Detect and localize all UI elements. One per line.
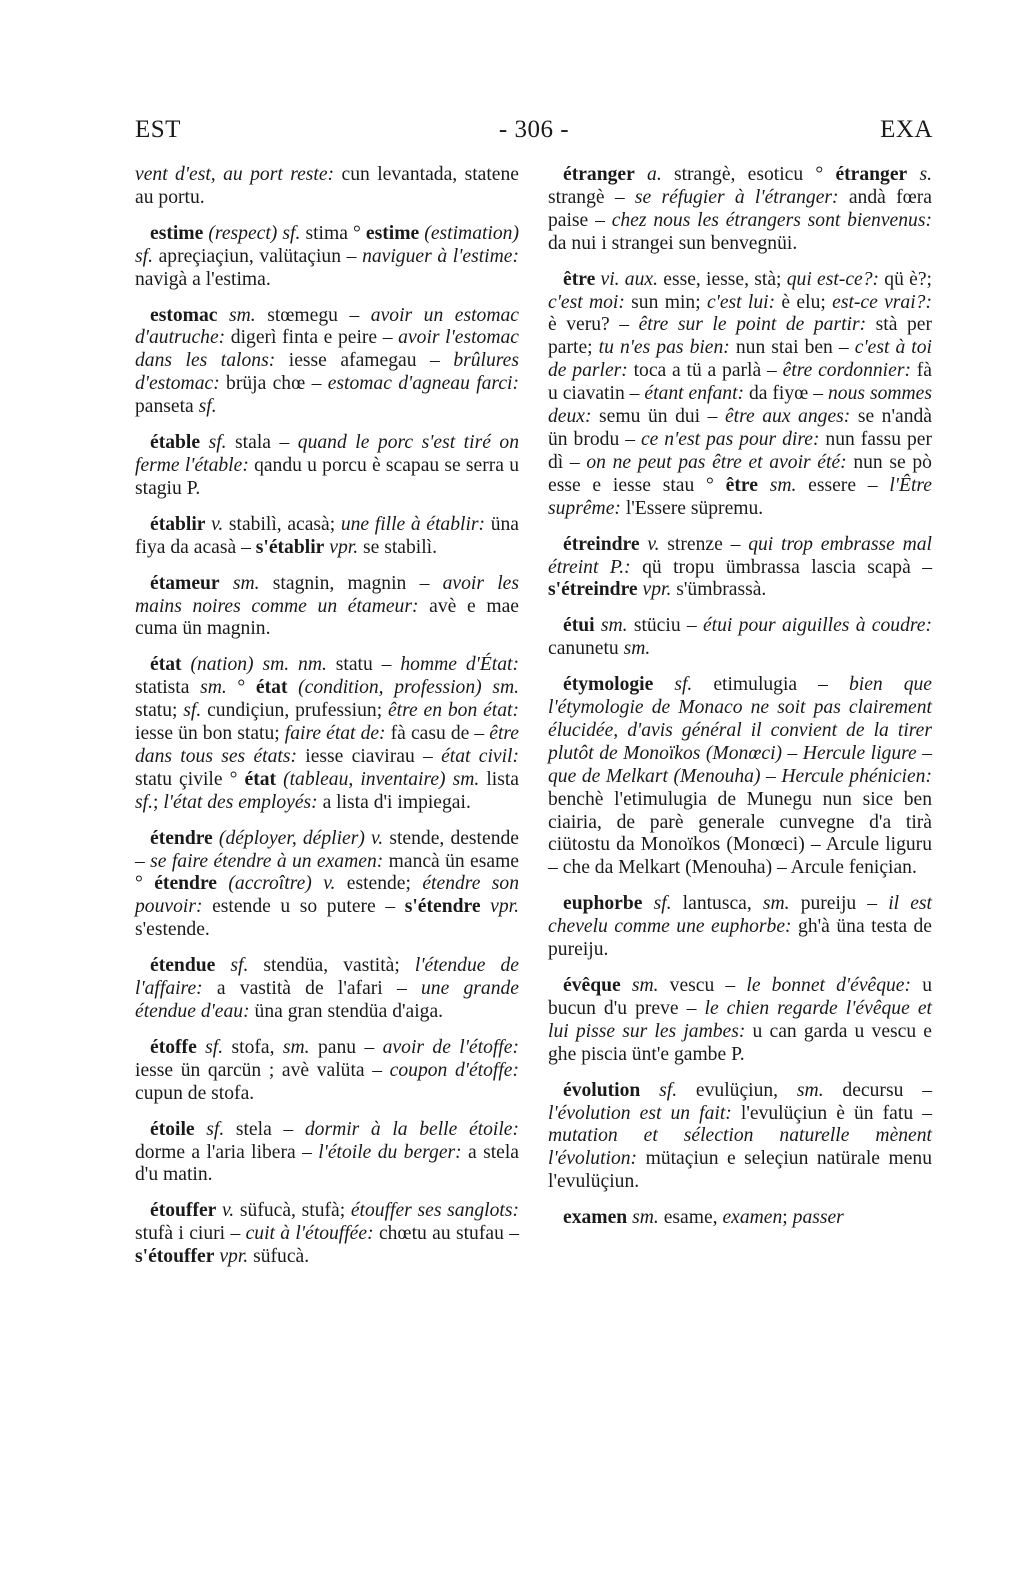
monegasque-text: apreçiaçiun, valütaçiun – (152, 245, 363, 267)
monegasque-text: stufà i ciuri – (135, 1223, 246, 1245)
monegasque-text: qü è?; (879, 268, 932, 290)
french-text: une grande étendue d'eau: (135, 978, 519, 1022)
monegasque-text: etimulugia – (692, 674, 849, 696)
french-text: sf. (196, 1036, 224, 1058)
french-text: sm. (217, 304, 256, 326)
french-text: sm. (219, 572, 260, 594)
headword: s'étendre (404, 896, 481, 918)
french-text: dormir à la belle étoile: (304, 1118, 519, 1140)
monegasque-text: avè e mae cuma ün magnin. (135, 595, 520, 640)
french-text: l'évolution est un fait: (548, 1102, 732, 1124)
monegasque-text: iesse afamegau – (275, 350, 454, 372)
monegasque-text: mancà ün esame ° (135, 850, 520, 895)
french-text: ce n'est pas pour dire: (640, 428, 820, 450)
monegasque-text: l'Essere süpremu. (620, 497, 764, 519)
dictionary-entry (548, 534, 932, 603)
monegasque-text: s'ümbrassà. (671, 579, 767, 601)
french-text: avoir l'estomac dans les talons: (135, 327, 519, 372)
left-column (135, 164, 519, 1282)
french-text: se faire étendre à un examen: (150, 850, 384, 872)
monegasque-text: süfucà, stufà; (234, 1200, 351, 1222)
monegasque-text: pureiju – (789, 893, 889, 915)
dictionary-entry (135, 514, 519, 560)
monegasque-text: stœmegu – (255, 304, 371, 326)
monegasque-text: stende, destende – (135, 827, 519, 872)
dictionary-entry (135, 164, 519, 210)
monegasque-text: dorme a l'aria libera – (135, 1141, 319, 1163)
monegasque-text: è veru? – (548, 314, 639, 336)
monegasque-text: da nui i strangei sun benvegnüi. (548, 232, 798, 254)
french-text: sm. (620, 975, 659, 996)
monegasque-text: stüciu – (627, 615, 703, 637)
dictionary-entry (548, 674, 932, 880)
french-text: qui trop embrasse mal étreint P.: (548, 533, 932, 578)
french-text: avoir de l'étoffe: (382, 1036, 519, 1058)
headword: être (725, 474, 758, 496)
monegasque-text: gh'à üna testa de pureiju. (548, 916, 933, 961)
french-text: on ne peut pas être et avoir été: (586, 451, 847, 473)
french-text: c'est moi: (548, 291, 625, 313)
monegasque-text: essere – (796, 474, 890, 496)
monegasque-text: ; (152, 791, 164, 813)
headword: étouffer (150, 1200, 217, 1222)
french-text: vpr. (637, 579, 672, 601)
french-text: sf. (194, 1118, 225, 1140)
french-text: sf. (215, 955, 249, 977)
monegasque-text: esse, iesse, stà; (658, 268, 787, 290)
dictionary-entry (135, 1037, 519, 1106)
headword: s'étouffer (135, 1246, 215, 1268)
french-text: vi. aux. (595, 268, 658, 290)
monegasque-text: decursu – (823, 1079, 932, 1101)
dictionary-entry (548, 1207, 932, 1230)
monegasque-text: chœtu au stufau – (373, 1223, 520, 1245)
monegasque-text: panu – (309, 1036, 383, 1058)
monegasque-text: fà casu de – (385, 723, 490, 745)
dictionary-entry (135, 828, 519, 943)
french-text: sm. (627, 1207, 659, 1229)
monegasque-text: cun levantada, statene au portu. (135, 164, 519, 208)
monegasque-text: qü tropu ümbrassa lascia scapà – (630, 556, 933, 578)
headword: étreindre (563, 533, 640, 555)
monegasque-text: strenze – (659, 533, 749, 555)
french-text: se réfugier à l'étranger: (634, 186, 839, 208)
monegasque-text: toca a tü a parlà – (627, 360, 783, 382)
headword: étendre (150, 827, 213, 849)
dictionary-entry (135, 955, 519, 1024)
dictionary-entry (548, 615, 932, 661)
french-text: sm. (762, 893, 790, 915)
header-first-word: EST (135, 116, 181, 143)
monegasque-text: üna fiya da acasà – (135, 513, 519, 558)
page-number: - 306 - (498, 116, 570, 143)
monegasque-text: lista (479, 768, 519, 790)
french-text: sf. (200, 432, 227, 454)
monegasque-text: s'estende. (135, 919, 210, 941)
french-text: est-ce vrai?: (832, 291, 932, 313)
french-text: le chien regarde l'évêque et lui pisse sur les jambes: (548, 997, 932, 1042)
monegasque-text: stendüa, vastità; (248, 955, 415, 977)
headword: étendue (150, 955, 216, 977)
headword: s'étreindre (548, 579, 638, 601)
french-text: (respect) sf. (203, 222, 301, 244)
french-text: sm. (282, 1036, 310, 1058)
monegasque-text: statu; (135, 700, 184, 722)
french-text: (tableau, inventaire) sm. (276, 768, 480, 790)
french-text: sm. (200, 677, 227, 699)
french-text: sm. (594, 615, 628, 637)
french-text: quand le porc s'est tiré on ferme l'étable: (135, 432, 519, 476)
monegasque-text: üna gran stendüa d'aiga. (249, 1001, 444, 1022)
headword: état (244, 768, 277, 790)
monegasque-text: se n'andà ün brodu – (548, 406, 932, 450)
monegasque-text: ° (226, 677, 256, 699)
french-text: (condition, profession) sm. (287, 677, 519, 699)
french-text: l'étendue de l'affaire: (135, 955, 519, 1000)
monegasque-text: panseta (135, 396, 199, 418)
french-text: vent d'est, au port reste: (135, 164, 335, 185)
french-text: cuit à l'étouffée: (245, 1223, 374, 1245)
headword: évêque (563, 975, 621, 996)
french-text: l'étoile du berger: (318, 1141, 462, 1163)
french-text: bien que l'étymologie de Monaco ne soit pas clairement élucidée, d'avis général il convient de la tirer plutôt de Monoïkos (Monœci) – Hercule ligure – que de Melkart (Menouha) – Hercule phénicien: (548, 674, 932, 787)
french-text: étouffer ses sanglots: (350, 1200, 519, 1222)
monegasque-text: stala – (226, 432, 298, 454)
dictionary-entry (135, 1119, 519, 1188)
page-header (135, 116, 933, 156)
french-text: (nation) sm. nm. (181, 654, 327, 676)
french-text: être sur le point de partir: (638, 314, 867, 336)
dictionary-entry (548, 269, 932, 521)
monegasque-text: a vastità de l'afari – (202, 978, 421, 1000)
monegasque-text: u bucun d'u preve – (548, 975, 932, 1019)
french-text: sm. (796, 1079, 824, 1101)
french-text: une fille à établir: (340, 513, 486, 535)
monegasque-text: nun se pò esse e iesse stau ° (548, 451, 932, 496)
monegasque-text: iesse ciavirau – (297, 745, 442, 767)
monegasque-text: lantusca, (671, 893, 763, 915)
monegasque-text: stà per parte; (548, 314, 932, 359)
french-text: le bonnet d'évêque: (746, 975, 912, 996)
french-text: être dans tous ses états: (135, 723, 519, 767)
headword: étoffe (150, 1036, 197, 1058)
french-text: examen (722, 1207, 783, 1229)
headword: étameur (150, 572, 220, 594)
french-text: vpr. (214, 1246, 249, 1268)
dictionary-entry (135, 432, 519, 501)
headword: établir (150, 513, 206, 535)
french-text: étui pour aiguilles à coudre: (702, 615, 933, 637)
french-text: estomac d'agneau farci: (327, 373, 519, 395)
headword: étable (150, 432, 201, 454)
monegasque-text: a stela d'u matin. (135, 1141, 519, 1186)
monegasque-text: navigà a l'estima. (135, 268, 271, 290)
monegasque-text: stela – (224, 1118, 305, 1140)
headword: estime (150, 222, 204, 244)
monegasque-text: stima ° (300, 222, 366, 244)
french-text: tu n'es pas bien: (598, 337, 730, 359)
french-text: sf. (642, 893, 672, 915)
french-text: étant enfant: (644, 383, 745, 405)
french-text: être aux anges: (724, 406, 851, 428)
monegasque-text: strangè – (548, 186, 635, 208)
dictionary-entry (548, 164, 932, 256)
french-text: avoir un estomac d'autruche: (135, 304, 519, 349)
headword: estime (365, 222, 420, 244)
monegasque-text: statu – (326, 654, 401, 676)
french-text: brûlures d'estomac: (135, 350, 519, 395)
monegasque-text: iesse ün qarcün ; avè valüta – (135, 1059, 390, 1081)
dictionary-entry (135, 305, 519, 420)
monegasque-text: vescu – (658, 975, 747, 996)
french-text: étendre son pouvoir: (135, 873, 519, 918)
french-text: a. (634, 164, 662, 185)
headword: euphorbe (563, 893, 643, 915)
monegasque-text: a lista d'i impiegai. (317, 791, 471, 813)
french-text: s. (907, 164, 932, 185)
dictionary-entry (135, 223, 519, 292)
french-text: il est chevelu comme une euphorbe: (548, 893, 932, 938)
dictionary-entry (548, 975, 932, 1067)
headword: s'établir (255, 536, 325, 558)
french-text: état civil: (441, 745, 520, 767)
french-text: chez nous les étrangers sont bienvenus: (611, 209, 932, 231)
french-text: naviguer à l'estime: (362, 245, 519, 267)
dictionary-entry (135, 654, 519, 814)
monegasque-text: andà fœra paise – (548, 186, 932, 231)
french-text: faire état de: (284, 723, 386, 745)
headword: estomac (150, 304, 218, 326)
monegasque-text: sun min; (624, 291, 707, 313)
french-text: sf. (135, 791, 153, 813)
dictionary-entry (548, 1080, 932, 1195)
monegasque-text: estende; (335, 873, 423, 895)
monegasque-text: stofa, (223, 1036, 283, 1058)
french-text: v. (205, 513, 224, 535)
monegasque-text: esame, (658, 1207, 723, 1229)
headword: être (563, 268, 596, 290)
french-text: (estimation) sf. (135, 222, 519, 267)
french-text: sm. (623, 638, 651, 660)
monegasque-text: cupun de stofa. (135, 1082, 255, 1104)
monegasque-text: evulüçiun, (677, 1079, 797, 1101)
french-text: avoir les mains noires comme un étameur: (135, 572, 519, 617)
monegasque-text: estende u so putere – (202, 896, 405, 918)
dictionary-entry (548, 893, 932, 962)
french-text: v. (639, 533, 660, 555)
monegasque-text: süfucà. (248, 1246, 310, 1268)
monegasque-text: benchè l'etimulugia de Munegu nun sice ben ciairia, de parè generale cunvegne d'a tirà ciütostu da Monoïkos (Monœci) – Arcule liguru – che da Melkart (Menouha) – Arcule feniçian. (548, 788, 932, 879)
french-text: vpr. (480, 896, 519, 918)
monegasque-text: nun stai ben – (729, 337, 855, 359)
dictionary-entry (135, 573, 519, 642)
monegasque-text: fà u ciavatin – (548, 360, 932, 405)
french-text: c'est à toi de parler: (548, 337, 932, 382)
headword: étendre (154, 873, 217, 895)
monegasque-text: nun fassu per dì – (548, 428, 932, 473)
headword: examen (563, 1207, 628, 1229)
french-text: nous sommes deux: (548, 383, 932, 428)
french-text: qui est-ce?: (786, 268, 880, 290)
french-text: l'Être suprême: (548, 474, 933, 519)
french-text: sf. (198, 396, 217, 418)
monegasque-text: brüja chœ – (219, 373, 328, 395)
french-text: sf. (653, 674, 693, 696)
french-text: coupon d'étoffe: (389, 1059, 519, 1081)
french-text: être en bon état: (387, 700, 519, 722)
headword: étymologie (563, 674, 654, 696)
monegasque-text: da fiyœ – (744, 383, 828, 405)
monegasque-text: statu çivile ° (135, 768, 245, 790)
headword: état (150, 654, 182, 676)
right-column (548, 164, 932, 1243)
monegasque-text: digerì finta e peire – (225, 327, 399, 349)
french-text: homme d'État: (400, 654, 520, 676)
monegasque-text: strangè, esoticu ° (661, 164, 836, 185)
monegasque-text: ; (782, 1207, 793, 1229)
monegasque-text: stagnin, magnin – (259, 572, 443, 594)
french-text: (accroître) v. (217, 873, 336, 895)
headword: état (255, 677, 288, 699)
monegasque-text: u can garda u vescu e ghe piscia ünt'e gambe P. (548, 1020, 932, 1065)
french-text: sm. (757, 474, 797, 496)
monegasque-text: l'evulüçiun è ün fatu – (731, 1102, 933, 1124)
monegasque-text: se stabilì. (358, 536, 438, 558)
french-text: passer (792, 1207, 844, 1229)
headword: étoile (150, 1118, 195, 1140)
monegasque-text: canunetu (548, 638, 624, 660)
french-text: (déployer, déplier) v. (212, 827, 384, 849)
french-text: vpr. (324, 536, 359, 558)
french-text: c'est lui: (706, 291, 776, 313)
header-last-word: EXA (880, 116, 933, 143)
monegasque-text: qandu u porcu è scapau se serra u stagiu P. (135, 454, 519, 499)
headword: étui (563, 615, 595, 637)
monegasque-text: statista (135, 677, 201, 699)
french-text: v. (216, 1200, 235, 1222)
french-text: sf. (640, 1079, 678, 1101)
french-text: être cordonnier: (782, 360, 911, 382)
headword: étranger (563, 164, 635, 185)
monegasque-text: stabilì, acasà; (223, 513, 341, 535)
headword: étranger (835, 164, 908, 185)
french-text: mutation et sélection naturelle mènent l'évolution: (548, 1125, 932, 1170)
dictionary-entry (135, 1200, 519, 1269)
french-text: sf. (183, 700, 202, 722)
headword: évolution (563, 1079, 641, 1101)
monegasque-text: è elu; (775, 291, 833, 313)
monegasque-text: iesse ün bon statu; (135, 723, 285, 745)
monegasque-text: mütaçiun e seleçiun natürale menu l'evulüçiun. (548, 1148, 932, 1193)
monegasque-text: semu ün dui – (591, 406, 725, 428)
french-text: l'état des employés: (163, 791, 318, 813)
monegasque-text: cundiçiun, prufessiun; (201, 700, 388, 722)
